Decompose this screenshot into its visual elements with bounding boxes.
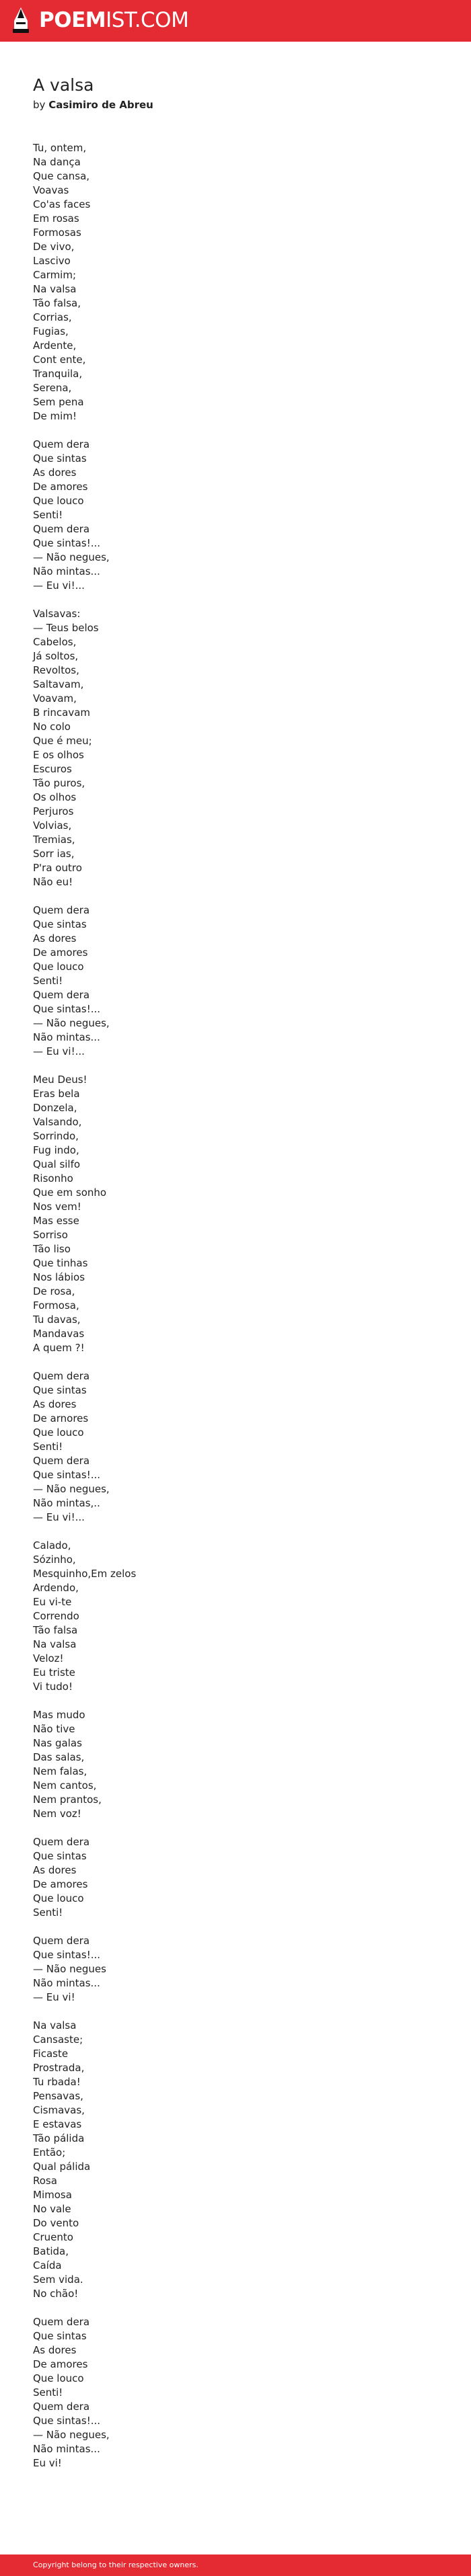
- poem-line: — Eu vi!...: [33, 1045, 85, 1057]
- poem-line: Tranquila,: [33, 368, 83, 380]
- poem-line: Perjuros: [33, 805, 74, 817]
- poem-line: Na dança: [33, 156, 81, 168]
- poem-line: Caída: [33, 2259, 62, 2271]
- stanza: [33, 903, 437, 1059]
- pen-nib-icon[interactable]: [9, 6, 32, 34]
- poem-line: Formosa,: [33, 1299, 79, 1312]
- poem-line: Que sintas!...: [33, 537, 101, 549]
- poem-line: As dores: [33, 1864, 77, 1876]
- poem-line: Lascivo: [33, 255, 71, 267]
- poem-line: Nem voz!: [33, 1808, 81, 1820]
- poem-line: Risonho: [33, 1172, 73, 1184]
- poem-line: Fug indo,: [33, 1144, 79, 1156]
- poem-line: Que louco: [33, 1892, 84, 1904]
- brand-bold: POEM: [39, 8, 106, 32]
- byline: [33, 98, 153, 112]
- poem-line: Que cansa,: [33, 170, 90, 182]
- poem-line: — Não negues,: [33, 1483, 110, 1495]
- poem-line: — Eu vi!...: [33, 1511, 85, 1523]
- poem-line: Que sintas!...: [33, 1003, 101, 1015]
- copyright-text: Copyright belong to their respective owners.: [33, 2561, 198, 2569]
- poem-line: Que sintas: [33, 452, 87, 465]
- poem-line: Cismavas,: [33, 2104, 85, 2116]
- poem-line: Tão pálida: [33, 2132, 85, 2144]
- poem-line: Que sintas!...: [33, 1949, 101, 1961]
- poem-line: — Não negues: [33, 1963, 106, 1975]
- poem-line: A quem ?!: [33, 1342, 85, 1354]
- poem-line: — Eu vi!: [33, 1991, 75, 2003]
- poem-line: Mimosa: [33, 2189, 72, 2201]
- poem-line: Fugias,: [33, 325, 69, 337]
- poem-line: Não eu!: [33, 876, 73, 888]
- poem-line: Tão liso: [33, 1243, 71, 1255]
- poem-line: Que louco: [33, 2372, 84, 2384]
- poem-line: Não mintas...: [33, 565, 100, 577]
- poem-line: As dores: [33, 932, 77, 944]
- poem-line: Não tive: [33, 1723, 75, 1735]
- stanza: [33, 141, 437, 424]
- poem-line: Não mintas...: [33, 2443, 100, 2455]
- poem-line: Calado,: [33, 1539, 71, 1552]
- poem-line: Que sintas: [33, 918, 87, 930]
- stanza: [33, 438, 437, 593]
- poem-line: Cabelos,: [33, 636, 77, 648]
- poem-line: Que louco: [33, 961, 84, 973]
- poem-line: Sem pena: [33, 396, 84, 408]
- site-header: [0, 0, 471, 42]
- poem-line: Senti!: [33, 1441, 63, 1453]
- poem-line: De amores: [33, 2358, 88, 2370]
- poem-line: Na valsa: [33, 283, 77, 295]
- poem-line: Qual silfo: [33, 1158, 81, 1170]
- poem-line: Carmim;: [33, 269, 77, 281]
- poem-line: Não mintas...: [33, 1031, 100, 1043]
- poem-line: Nem prantos,: [33, 1794, 102, 1806]
- poem-line: Ardente,: [33, 339, 77, 352]
- poem-line: Pensavas,: [33, 2090, 83, 2102]
- poem-line: Nos lábios: [33, 1271, 85, 1283]
- stanza: [33, 1708, 437, 1821]
- poem-line: De amores: [33, 481, 88, 493]
- poem-line: Sorrindo,: [33, 1130, 79, 1142]
- poem-line: Sózinho,: [33, 1554, 76, 1566]
- poem-line: P'ra outro: [33, 862, 82, 874]
- poem-line: Quem dera: [33, 1455, 90, 1467]
- poem-line: Tu, ontem,: [33, 142, 87, 154]
- poem-line: Que sintas: [33, 1384, 87, 1396]
- poem-line: E estavas: [33, 2118, 82, 2130]
- poem-line: Prostrada,: [33, 2062, 85, 2074]
- poem-line: De mim!: [33, 410, 77, 422]
- poem-line: Eu triste: [33, 1666, 75, 1679]
- poem-line: Nem falas,: [33, 1765, 87, 1777]
- poem-line: Quem dera: [33, 904, 90, 916]
- poem-line: Que sintas: [33, 1850, 87, 1862]
- poem-line: Mas mudo: [33, 1709, 85, 1721]
- poem-line: Valsando,: [33, 1116, 82, 1128]
- poem-line: Tão falsa,: [33, 297, 81, 309]
- poem-line: B rincavam: [33, 707, 91, 719]
- poem-line: Senti!: [33, 1906, 63, 1919]
- poem-line: Tremias,: [33, 834, 75, 846]
- poem-line: Senti!: [33, 509, 63, 521]
- poem-line: Co'as faces: [33, 198, 91, 210]
- poem-line: Que sintas!...: [33, 2415, 101, 2427]
- author-link[interactable]: Casimiro de Abreu: [48, 99, 153, 111]
- poem-line: Quem dera: [33, 2316, 90, 2328]
- poem-line: Cruento: [33, 2231, 73, 2243]
- poem-line: Nas galas: [33, 1737, 82, 1749]
- poem-line: No colo: [33, 721, 71, 733]
- poem-line: Quem dera: [33, 523, 90, 535]
- poem-line: Nem cantos,: [33, 1779, 97, 1792]
- poem-line: — Teus belos: [33, 622, 99, 634]
- poem-line: — Não negues,: [33, 551, 110, 563]
- poem-line: Sorr ias,: [33, 848, 75, 860]
- poem-line: Que em sonho: [33, 1186, 107, 1199]
- poem-line: Tão puros,: [33, 777, 85, 789]
- poem-line: — Não negues,: [33, 2429, 110, 2441]
- poem-line: Batida,: [33, 2245, 69, 2257]
- poem-line: De rosa,: [33, 1285, 75, 1297]
- poem-line: Vi tudo!: [33, 1681, 73, 1693]
- poem-line: E os olhos: [33, 749, 84, 761]
- poem-line: Senti!: [33, 2386, 63, 2399]
- poem-line: Eu vi-te: [33, 1596, 72, 1608]
- stanza: [33, 1073, 437, 1355]
- poem-line: De amores: [33, 947, 88, 959]
- poem-line: Donzela,: [33, 1102, 77, 1114]
- poem-line: Que sintas: [33, 2330, 87, 2342]
- poem-line: Do vento: [33, 2217, 79, 2229]
- poem-line: Meu Deus!: [33, 1074, 87, 1086]
- poem-line: — Não negues,: [33, 1017, 110, 1029]
- poem-line: Quem dera: [33, 1370, 90, 1382]
- poem-line: Tu rbada!: [33, 2076, 81, 2088]
- stanza: [33, 1369, 437, 1525]
- stanza: [33, 1934, 437, 2005]
- page-title: A valsa: [33, 75, 94, 95]
- poem-line: Quem dera: [33, 2401, 90, 2413]
- poem-line: Quem dera: [33, 1836, 90, 1848]
- poem-line: Quem dera: [33, 438, 90, 450]
- stanza: [33, 1835, 437, 1920]
- poem-line: Em rosas: [33, 212, 79, 225]
- poem-line: Correndo: [33, 1610, 79, 1622]
- poem-line: As dores: [33, 467, 77, 479]
- poem-line: Que louco: [33, 1426, 84, 1439]
- poem-line: Na valsa: [33, 1638, 77, 1650]
- poem-line: Eras bela: [33, 1088, 80, 1100]
- poem-line: As dores: [33, 1398, 77, 1410]
- poem-line: Volvias,: [33, 819, 72, 832]
- poem-line: Então;: [33, 2146, 66, 2159]
- poem-line: Quem dera: [33, 989, 90, 1001]
- poem-line: Valsavas:: [33, 608, 81, 620]
- poem-line: Saltavam,: [33, 678, 84, 690]
- poem-line: De vivo,: [33, 241, 75, 253]
- poem-line: Cansaste;: [33, 2034, 83, 2046]
- poem-line: Tu davas,: [33, 1314, 81, 1326]
- poem-line: Que é meu;: [33, 735, 92, 747]
- poem-line: Eu vi!: [33, 2457, 62, 2469]
- site-logo[interactable]: [39, 7, 188, 33]
- poem-line: Não mintas...: [33, 1977, 100, 1989]
- brand-light: IST.COM: [106, 8, 189, 32]
- poem-line: Que louco: [33, 495, 84, 507]
- poem-body: [33, 141, 437, 2485]
- poem-line: De amores: [33, 1878, 88, 1890]
- poem-line: Formosas: [33, 227, 81, 239]
- poem-line: Que sintas!...: [33, 1469, 101, 1481]
- poem-line: No vale: [33, 2203, 71, 2215]
- stanza: [33, 2019, 437, 2301]
- poem-line: Sem vida.: [33, 2273, 83, 2286]
- poem-line: Mesquinho,Em zelos: [33, 1568, 137, 1580]
- poem-line: Tão falsa: [33, 1624, 78, 1636]
- poem-line: Que tinhas: [33, 1257, 88, 1269]
- poem-line: Ficaste: [33, 2048, 69, 2060]
- poem-line: Serena,: [33, 382, 72, 394]
- poem-line: No chão!: [33, 2288, 79, 2300]
- poem-line: Mandavas: [33, 1328, 85, 1340]
- stanza: [33, 1539, 437, 1694]
- poem-line: Senti!: [33, 975, 63, 987]
- poem-line: Rosa: [33, 2175, 57, 2187]
- poem-line: Das salas,: [33, 1751, 85, 1763]
- poem-line: Cont ente,: [33, 354, 86, 366]
- poem-line: Sorriso: [33, 1229, 68, 1241]
- poem-line: Revoltos,: [33, 664, 79, 676]
- stanza: [33, 607, 437, 889]
- poem-line: Corrias,: [33, 311, 72, 323]
- site-footer: [0, 2554, 471, 2576]
- poem-line: — Eu vi!...: [33, 579, 85, 592]
- poem-line: Quem dera: [33, 1935, 90, 1947]
- poem-line: Não mintas,..: [33, 1497, 100, 1509]
- poem-line: Ardendo,: [33, 1582, 79, 1594]
- stanza: [33, 2315, 437, 2470]
- poem-line: Escuros: [33, 763, 72, 775]
- poem-line: Nos vem!: [33, 1201, 81, 1213]
- poem-line: Os olhos: [33, 791, 77, 803]
- poem-line: Mas esse: [33, 1215, 79, 1227]
- poem-line: Veloz!: [33, 1652, 64, 1664]
- poem-line: Já soltos,: [33, 650, 79, 662]
- poem-line: Na valsa: [33, 2019, 77, 2031]
- poem-line: Voavam,: [33, 692, 77, 705]
- poem-line: De arnores: [33, 1412, 89, 1424]
- poem-line: As dores: [33, 2344, 77, 2356]
- by-label: by: [33, 99, 46, 111]
- poem-line: Voavas: [33, 184, 69, 196]
- poem-line: Qual pálida: [33, 2161, 91, 2173]
